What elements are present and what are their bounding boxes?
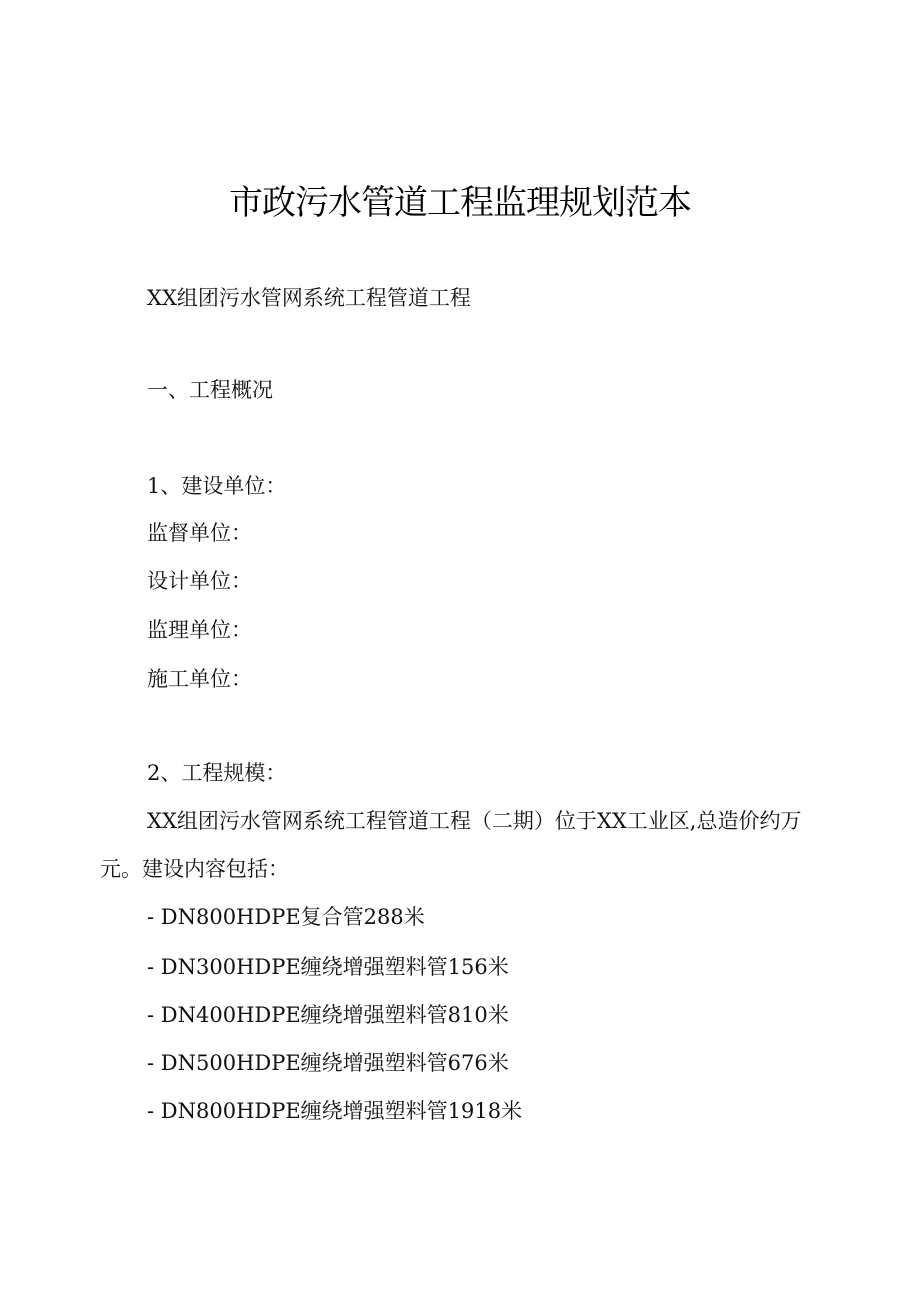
project-name: XX组团污水管网系统工程管道工程 xyxy=(147,286,471,310)
project-scale-paragraph: XX组团污水管网系统工程管道工程（二期）位于XX工业区,总造价约万元。建设内容包括： xyxy=(100,809,802,881)
supervision-unit-label: 监督单位： xyxy=(147,521,252,545)
contractor-unit-label: 施工单位： xyxy=(147,667,252,691)
pipe-item: - DN300HDPE缠绕增强塑料管156米 xyxy=(147,955,509,979)
pipe-item: - DN500HDPE缠绕增强塑料管676米 xyxy=(147,1051,509,1075)
pipe-item: - DN400HDPE缠绕增强塑料管810米 xyxy=(147,1003,509,1027)
project-scale-heading: 2、工程规模： xyxy=(147,761,287,785)
document-title: 市政污水管道工程监理规划范本 xyxy=(229,183,691,223)
pipe-item: - DN800HDPE缠绕增强塑料管1918米 xyxy=(147,1099,523,1123)
supervisor-unit-label: 监理单位： xyxy=(147,618,252,642)
section-heading-overview: 一、工程概况 xyxy=(147,378,273,402)
construction-unit-label: 1、建设单位： xyxy=(147,474,287,498)
pipe-item: - DN800HDPE复合管288米 xyxy=(147,905,425,929)
design-unit-label: 设计单位： xyxy=(147,569,252,593)
